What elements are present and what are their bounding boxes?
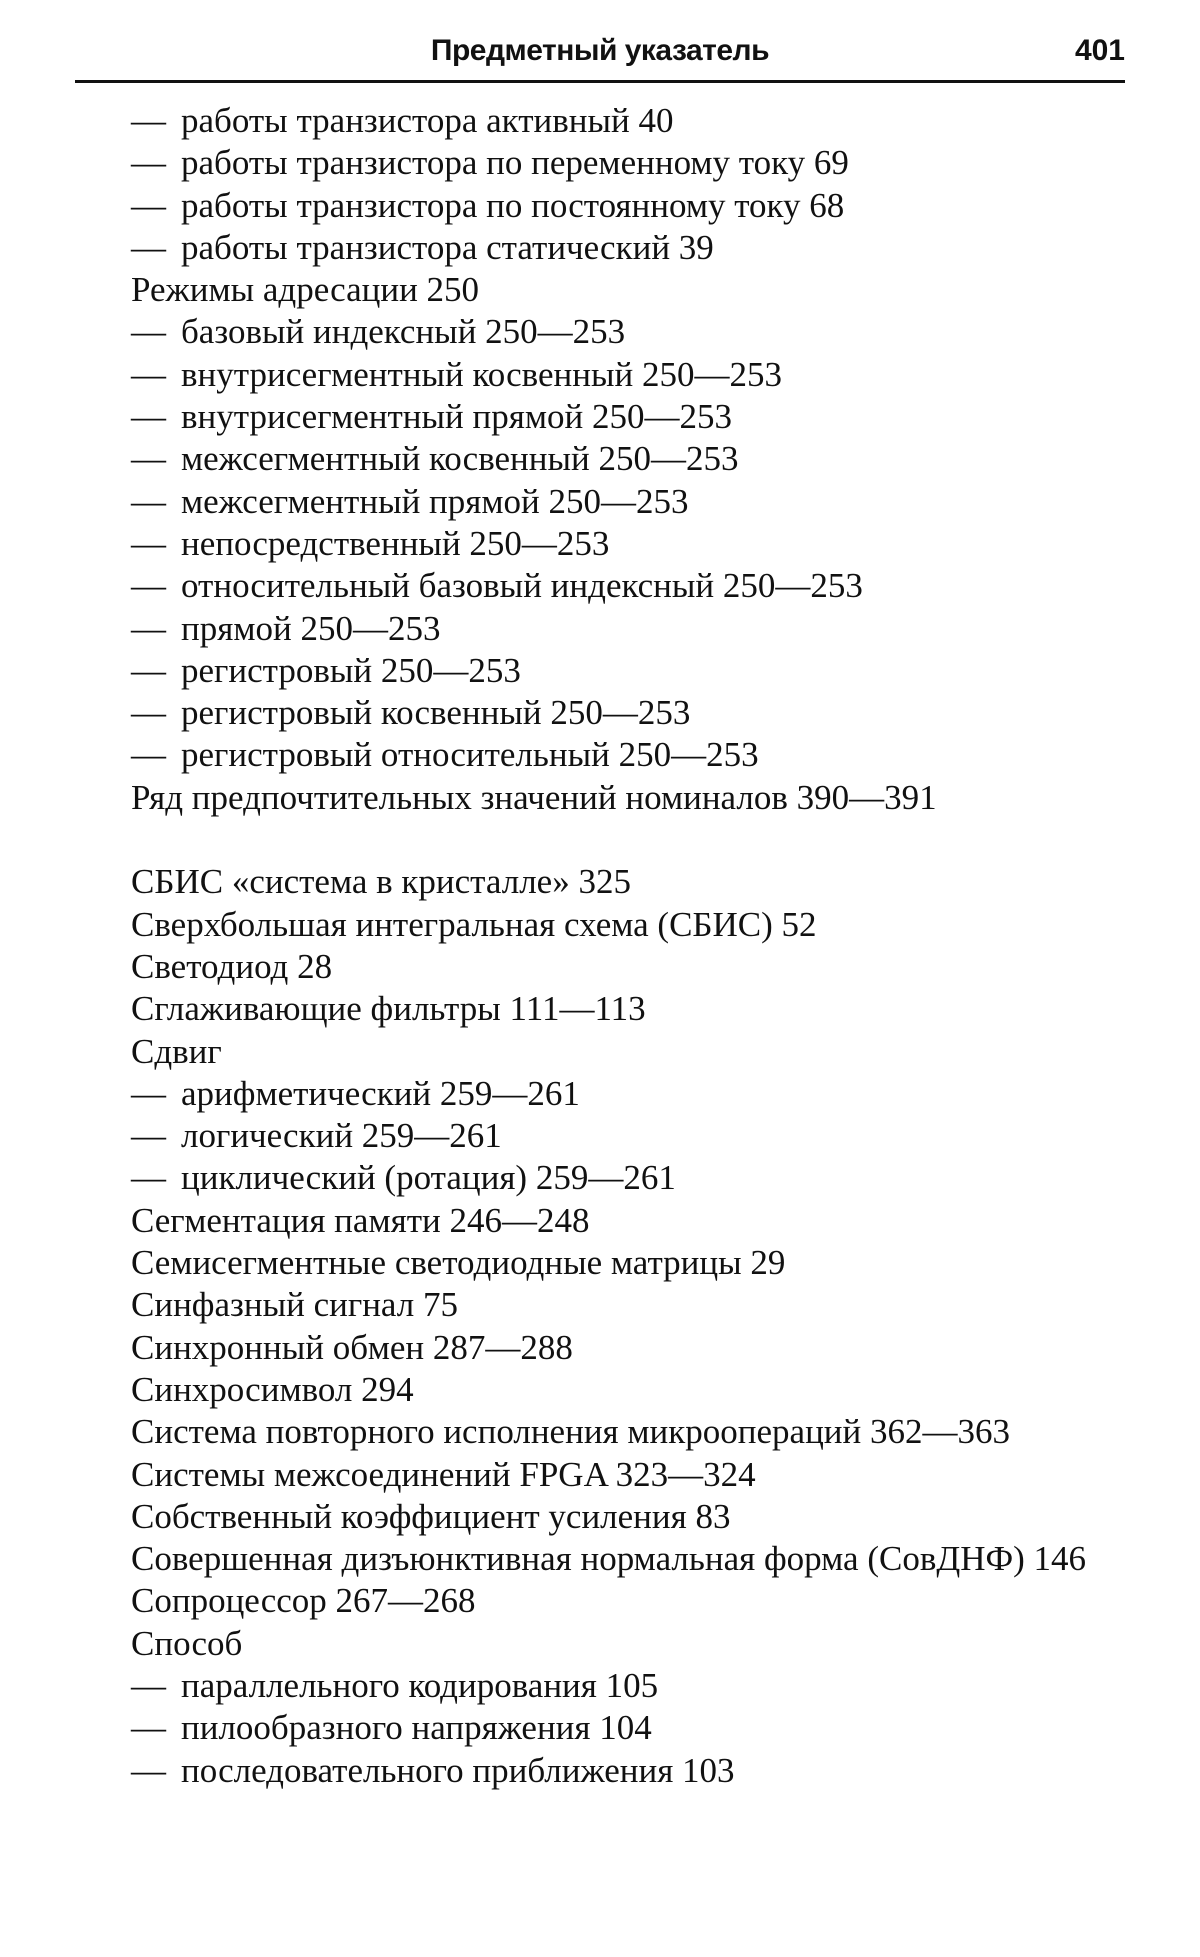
index-entry: Светодиод 28 (75, 946, 1125, 988)
index-subentry: — непосредственный 250—253 (75, 523, 1125, 565)
index-entry: Сегментация памяти 246—248 (75, 1200, 1125, 1242)
index-subentry: — межсегментный прямой 250—253 (75, 481, 1125, 523)
header-title: Предметный указатель (75, 34, 1125, 68)
index-subentry: — межсегментный косвенный 250—253 (75, 438, 1125, 480)
index-subentry: — работы транзистора активный 40 (75, 100, 1125, 142)
index-subentry: — внутрисегментный прямой 250—253 (75, 396, 1125, 438)
page-number: 401 (1075, 34, 1125, 68)
index-subentry: — регистровый 250—253 (75, 650, 1125, 692)
index-entry-wrapped: Совершенная дизъюнктивная нормальная форма (СовДНФ) 146 (75, 1538, 1125, 1580)
letter-group-gap (75, 819, 1125, 861)
index-entry: Собственный коэффициент усиления 83 (75, 1496, 1125, 1538)
index-entry: Синхронный обмен 287—288 (75, 1327, 1125, 1369)
index-subentry: — базовый индексный 250—253 (75, 311, 1125, 353)
index-entry: Семисегментные светодиодные матрицы 29 (75, 1242, 1125, 1284)
subject-index (75, 100, 1125, 1792)
index-entry: СБИС «система в кристалле» 325 (75, 861, 1125, 903)
index-entry: Сглаживающие фильтры 111—113 (75, 988, 1125, 1030)
index-subentry: — логический 259—261 (75, 1115, 1125, 1157)
index-entry: Сверхбольшая интегральная схема (СБИС) 52 (75, 904, 1125, 946)
index-entry-wrapped: Система повторного исполнения микроопераций 362—363 (75, 1411, 1125, 1453)
index-subentry: — работы транзистора статический 39 (75, 227, 1125, 269)
index-subentry: — регистровый косвенный 250—253 (75, 692, 1125, 734)
index-entry-shift: Сдвиг (75, 1031, 1125, 1073)
index-entry: Сопроцессор 267—268 (75, 1580, 1125, 1622)
index-subentry: — арифметический 259—261 (75, 1073, 1125, 1115)
index-subentry: — регистровый относительный 250—253 (75, 734, 1125, 776)
index-subentry: — работы транзистора по постоянному току 68 (75, 185, 1125, 227)
index-entry-method: Способ (75, 1623, 1125, 1665)
index-subentry: — циклический (ротация) 259—261 (75, 1157, 1125, 1199)
index-subentry: — пилообразного напряжения 104 (75, 1707, 1125, 1749)
index-entry-addressing-modes: Режимы адресации 250 (75, 269, 1125, 311)
index-entry: Синхросимвол 294 (75, 1369, 1125, 1411)
running-header (75, 30, 1125, 83)
index-subentry: — последовательного приближения 103 (75, 1750, 1125, 1792)
index-subentry: — параллельного кодирования 105 (75, 1665, 1125, 1707)
index-entry: Синфазный сигнал 75 (75, 1284, 1125, 1326)
index-subentry: — прямой 250—253 (75, 608, 1125, 650)
index-subentry: — внутрисегментный косвенный 250—253 (75, 354, 1125, 396)
index-subentry: — относительный базовый индексный 250—253 (75, 565, 1125, 607)
index-subentry: — работы транзистора по переменному току 69 (75, 142, 1125, 184)
index-entry: Системы межсоединений FPGA 323—324 (75, 1454, 1125, 1496)
index-entry-preferred-values: Ряд предпочтительных значений номиналов 390—391 (75, 777, 1125, 819)
book-page (0, 0, 1200, 1957)
